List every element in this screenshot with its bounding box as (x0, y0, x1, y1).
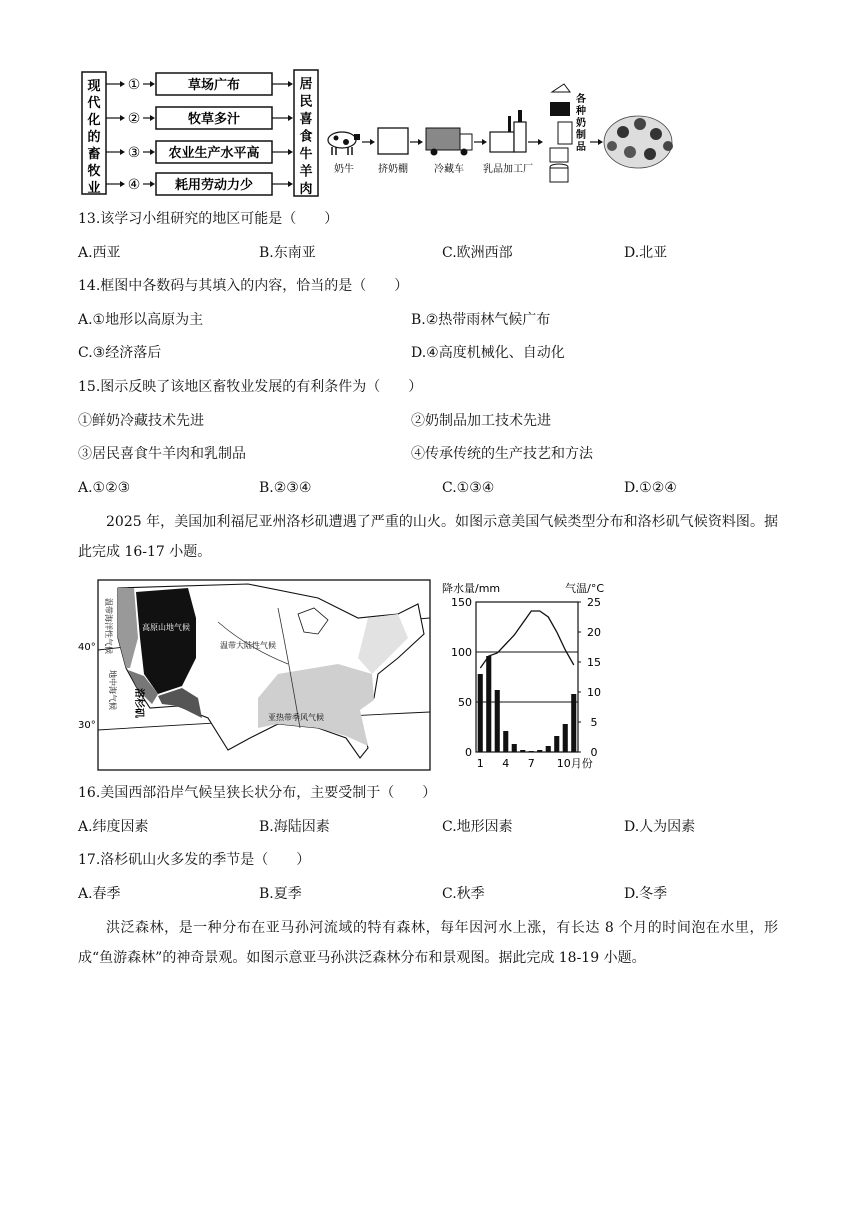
map-label-highland: 高原山地气候 (142, 623, 190, 632)
chain-label-shed: 挤奶棚 (378, 164, 408, 175)
arrow-head-icon (150, 181, 155, 187)
dairy-factory-icon (490, 110, 526, 152)
map-label-continental: 温带大陆性气候 (220, 641, 276, 650)
y-right-tick-label: 20 (587, 626, 601, 639)
flow-num: ③ (127, 145, 141, 161)
milking-shed-icon (378, 128, 408, 154)
flow-num: ② (127, 111, 141, 127)
map-lat-30: 30° (78, 720, 96, 731)
q13-option-b[interactable]: B.东南亚 (259, 245, 316, 261)
flow-box-label: 牧草多汁 (187, 112, 241, 127)
arrow-head-icon (120, 149, 125, 155)
q17-option-d[interactable]: D.冬季 (624, 886, 668, 902)
precip-bar (512, 744, 517, 752)
y-right-tick-label: 15 (587, 656, 601, 669)
y-right-tick-label: 0 (590, 746, 598, 759)
map-lat-40: 40° (78, 642, 96, 653)
y-tick-label: 50 (458, 696, 472, 709)
flow-box-label: 农业生产水平高 (168, 146, 260, 161)
temperature-curve (480, 611, 574, 668)
q17-stem: 17.洛杉矶山火多发的季节是（ ） (78, 852, 311, 868)
right-label-char: 食 (299, 129, 313, 145)
right-label-char: 居 (299, 77, 313, 92)
chain-label-cow: 奶牛 (334, 164, 354, 175)
arrow-head-icon (120, 181, 125, 187)
q15-option-b[interactable]: B.②③④ (259, 480, 312, 496)
q17-option-c[interactable]: C.秋季 (442, 886, 485, 902)
left-label-char: 现 (87, 79, 101, 94)
arrow-head-icon (150, 149, 155, 155)
q14-stem: 14.框图中各数码与其填入的内容，恰当的是（ ） (78, 278, 409, 294)
precip-bar (554, 736, 559, 752)
precip-bar (495, 690, 500, 752)
intro-16-17: 2025 年，美国加利福尼亚州洛杉矶遭遇了严重的山火。如图示意美国气候类型分布和洛杉矶气候资料图。据此完成 16-17 小题。 (78, 514, 778, 560)
q14-option-a[interactable]: A.①地形以高原为主 (78, 312, 204, 328)
precip-bar (529, 751, 534, 752)
arrow-head-icon (120, 115, 125, 121)
precip-bar (537, 750, 542, 752)
q15-option-c[interactable]: C.①③④ (442, 480, 495, 496)
chart-ylabel-right: 气温/°C (565, 582, 604, 595)
map-label-mediterranean: 地中海气候 (108, 670, 117, 710)
q13-stem: 13.该学习小组研究的地区可能是（ ） (78, 211, 339, 227)
y-tick-label: 100 (451, 646, 472, 659)
chain-label-factory: 乳品加工厂 (483, 164, 533, 175)
left-label-char: 牧 (87, 164, 101, 179)
left-label-char: 代 (87, 96, 101, 111)
q15-stem: 15.图示反映了该地区畜牧业发展的有利条件为（ ） (78, 379, 423, 395)
q14-option-d[interactable]: D.④高度机械化、自动化 (411, 345, 565, 361)
q13-option-a[interactable]: A.西亚 (78, 245, 121, 261)
y-tick-label: 150 (451, 596, 472, 609)
intro-18-19: 洪泛森林，是一种分布在亚马孙河流域的特有森林，每年因河水上涨，有长达 8 个月的时间泡在水里，形成“鱼游森林”的神奇景观。如图示意亚马孙洪泛森林分布和景观图。据此完成 18-19 小题。 (78, 920, 778, 966)
y-right-tick-label: 5 (590, 716, 598, 729)
q15-statement-1: ①鲜奶冷藏技术先进 (78, 413, 204, 429)
arrow-head-icon (120, 81, 125, 87)
precip-bar (478, 674, 483, 752)
cow-icon (328, 132, 360, 155)
q16-option-a[interactable]: A.纬度因素 (78, 819, 149, 835)
flow-box-label: 草场广布 (187, 78, 241, 93)
products-label-char: 种 (576, 106, 586, 117)
us-climate-map (78, 578, 432, 774)
flow-num: ① (127, 77, 141, 93)
x-tick-label: 7 (527, 757, 535, 770)
q17-option-b[interactable]: B.夏季 (259, 886, 302, 902)
q17-option-a[interactable]: A.春季 (78, 886, 121, 902)
refrigerated-truck-icon (426, 128, 472, 156)
precip-bar (563, 724, 568, 752)
products-label-char: 品 (576, 142, 586, 153)
precip-bar (486, 656, 491, 752)
people-eating-icon (604, 116, 673, 168)
left-label-char: 化 (87, 113, 101, 128)
q16-option-d[interactable]: D.人为因素 (624, 819, 696, 835)
x-tick-label: 10月份 (556, 757, 593, 770)
arrow-head-icon (150, 81, 155, 87)
x-tick-label: 1 (476, 757, 484, 770)
arrow-head-icon (288, 181, 293, 187)
products-label-char: 奶 (576, 118, 586, 129)
left-label-char: 业 (87, 181, 101, 196)
q15-option-d[interactable]: D.①②④ (624, 480, 677, 496)
right-label-char: 羊 (299, 164, 313, 180)
q15-statement-2: ②奶制品加工技术先进 (411, 413, 551, 429)
precip-bar (503, 731, 508, 752)
dairy-products-icon (550, 84, 572, 182)
q14-option-c[interactable]: C.③经济落后 (78, 345, 162, 361)
q13-option-c[interactable]: C.欧洲西部 (442, 245, 513, 261)
y-tick-label: 0 (465, 746, 472, 759)
precip-bar (520, 750, 525, 752)
q15-option-a[interactable]: A.①②③ (78, 480, 131, 496)
arrow-head-icon (288, 81, 293, 87)
q14-option-b[interactable]: B.②热带雨林气候广布 (411, 312, 551, 328)
map-label-marine: 温带海洋性气候 (104, 598, 113, 654)
q15-statement-3: ③居民喜食牛羊肉和乳制品 (78, 446, 246, 462)
flow-box-label: 耗用劳动力少 (174, 178, 254, 193)
right-label-char: 肉 (299, 182, 313, 197)
right-label-char: 民 (299, 94, 313, 110)
la-climate-chart (438, 580, 608, 774)
right-label-char: 牛 (299, 147, 313, 162)
precip-bar (571, 694, 576, 752)
q16-option-b[interactable]: B.海陆因素 (259, 819, 330, 835)
flow-num: ④ (127, 177, 141, 193)
left-label-char: 畜 (87, 147, 101, 162)
q15-statement-4: ④传承传统的生产技艺和方法 (411, 446, 593, 462)
map-label-monsoon: 亚热带季风气候 (268, 713, 324, 722)
arrow-head-icon (288, 149, 293, 155)
products-label-char: 制 (576, 130, 586, 141)
y-right-tick-label: 25 (587, 596, 601, 609)
products-label-char: 各 (576, 94, 586, 105)
livestock-flowchart (78, 62, 688, 202)
chain-label-truck: 冷藏车 (434, 164, 464, 175)
right-label-char: 喜 (299, 112, 313, 127)
map-label-la: 洛杉矶 (133, 688, 144, 718)
x-tick-label: 4 (502, 757, 510, 770)
arrow-head-icon (288, 115, 293, 121)
left-label-char: 的 (87, 130, 101, 145)
precip-bar (546, 746, 551, 752)
q13-option-d[interactable]: D.北亚 (624, 245, 668, 261)
q16-stem: 16.美国西部沿岸气候呈狭长状分布，主要受制于（ ） (78, 785, 437, 801)
q16-option-c[interactable]: C.地形因素 (442, 819, 513, 835)
arrow-head-icon (150, 115, 155, 121)
y-right-tick-label: 10 (587, 686, 601, 699)
chart-ylabel-left: 降水量/mm (442, 582, 501, 595)
